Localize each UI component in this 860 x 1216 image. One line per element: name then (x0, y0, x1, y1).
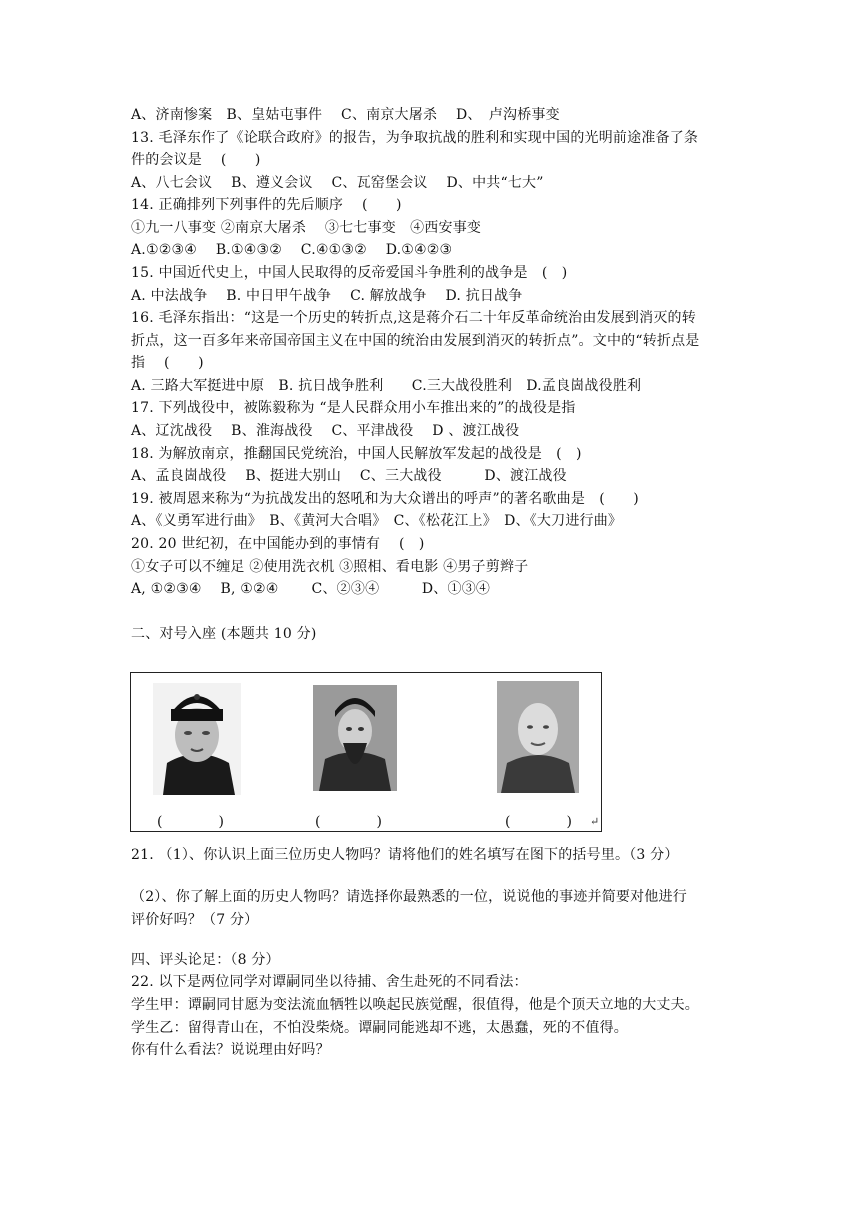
q15-stem: 15. 中国近代史上，中国人民取得的反帝爱国斗争胜利的战争是 ( ) (131, 265, 568, 281)
name-blank-1[interactable]: ( ) (157, 814, 224, 830)
return-mark-icon: ↵ (590, 815, 600, 828)
q16-options: A. 三路大军挺进中原 B. 抗日战争胜利 C.三大战役胜利 D.孟良崮战役胜利 (131, 378, 642, 394)
name-blank-3[interactable]: ( ) (505, 814, 572, 830)
q21-part2-cont: 评价好吗？（7 分） (131, 912, 259, 928)
q18-stem: 18. 为解放南京，推翻国民党统治，中国人民解放军发起的战役是 ( ) (131, 446, 582, 462)
q12-options: A、济南惨案 B、皇姑屯事件 C、南京大屠杀 D、 卢沟桥事变 (131, 107, 560, 123)
q20-items: ①女子可以不缠足 ②使用洗衣机 ③照相、看电影 ④男子剪辫子 (131, 559, 529, 575)
q19-stem: 19. 被周恩来称为“为抗战发出的怒吼和为大众谱出的呼声”的著名歌曲是 ( ) (131, 491, 639, 507)
q22-stem: 22. 以下是两位同学对谭嗣同坐以待捕、舍生赴死的不同看法： (131, 974, 528, 990)
q13-stem-cont: 件的会议是 ( ) (131, 152, 261, 168)
q13-stem: 13. 毛泽东作了《论联合政府》的报告，为争取抗战的胜利和实现中国的光明前途准备了条 (131, 130, 699, 146)
q16-stem-end: 指 ( ) (131, 355, 204, 371)
q17-stem: 17. 下列战役中，被陈毅称为 “是人民群众用小车推出来的”的战役是指 (131, 400, 576, 416)
q20-stem: 20. 20 世纪初，在中国能办到的事情有 ( ) (131, 536, 425, 552)
q21-part2: （2）、你了解上面的历史人物吗？请选择你最熟悉的一位，说说他的事迹并简要对他进行 (131, 889, 687, 905)
portrait-photo-2 (313, 685, 397, 791)
q22-question: 你有什么看法？说说理由好吗？ (131, 1042, 330, 1058)
q17-options: A、辽沈战役 B、淮海战役 C、平津战役 D 、渡江战役 (131, 423, 520, 439)
q21-part1: 21. （1）、你认识上面三位历史人物吗？请将他们的姓名填写在图下的括号里。（3 分） (131, 847, 679, 863)
portrait-photo-3 (497, 681, 579, 793)
q19-options: A、《义勇军进行曲》 B、《黄河大合唱》 C、《松花江上》 D、《大刀进行曲》 (131, 513, 623, 529)
q14-stem: 14. 正确排列下列事件的先后顺序 ( ) (131, 197, 402, 213)
q22-student-a: 学生甲：谭嗣同甘愿为变法流血牺牲以唤起民族觉醒，很值得，他是个顶天立地的大丈夫。 (131, 997, 699, 1013)
section-two-heading: 二、对号入座 (本题共 10 分) (131, 626, 317, 642)
q13-options: A、八七会议 B、遵义会议 C、瓦窑堡会议 D、中共“七大” (131, 175, 544, 191)
q14-options: A.①②③④ B.①④③② C.④①③② D.①④②③ (131, 242, 453, 258)
q22-student-b: 学生乙：留得青山在，不怕没柴烧。谭嗣同能逃却不逃，太愚蠢，死的不值得。 (131, 1020, 628, 1036)
q16-stem-cont: 折点，这一百多年来帝国帝国主义在中国的统治由发展到消灭的转折点”。文中的“转折点是 (131, 333, 700, 349)
q16-stem: 16. 毛泽东指出：“这是一个历史的转折点,这是蒋介石二十年反革命统治由发展到消灭的转 (131, 310, 696, 326)
section-four-heading: 四、评头论足：（8 分） (131, 952, 280, 968)
q20-options: A, ①②③④ B, ①②④ C、②③④ D、①③④ (131, 581, 491, 597)
portrait-photo-1 (153, 683, 241, 795)
q15-options: A. 中法战争 B. 中日甲午战争 C. 解放战争 D. 抗日战争 (131, 288, 523, 304)
q14-events: ①九一八事变 ②南京大屠杀 ③七七事变 ④西安事变 (131, 220, 482, 236)
portrait-figure-box (130, 672, 602, 832)
q18-options: A、孟良崮战役 B、挺进大别山 C、三大战役 D、渡江战役 (131, 468, 567, 484)
name-blank-2[interactable]: ( ) (315, 814, 382, 830)
